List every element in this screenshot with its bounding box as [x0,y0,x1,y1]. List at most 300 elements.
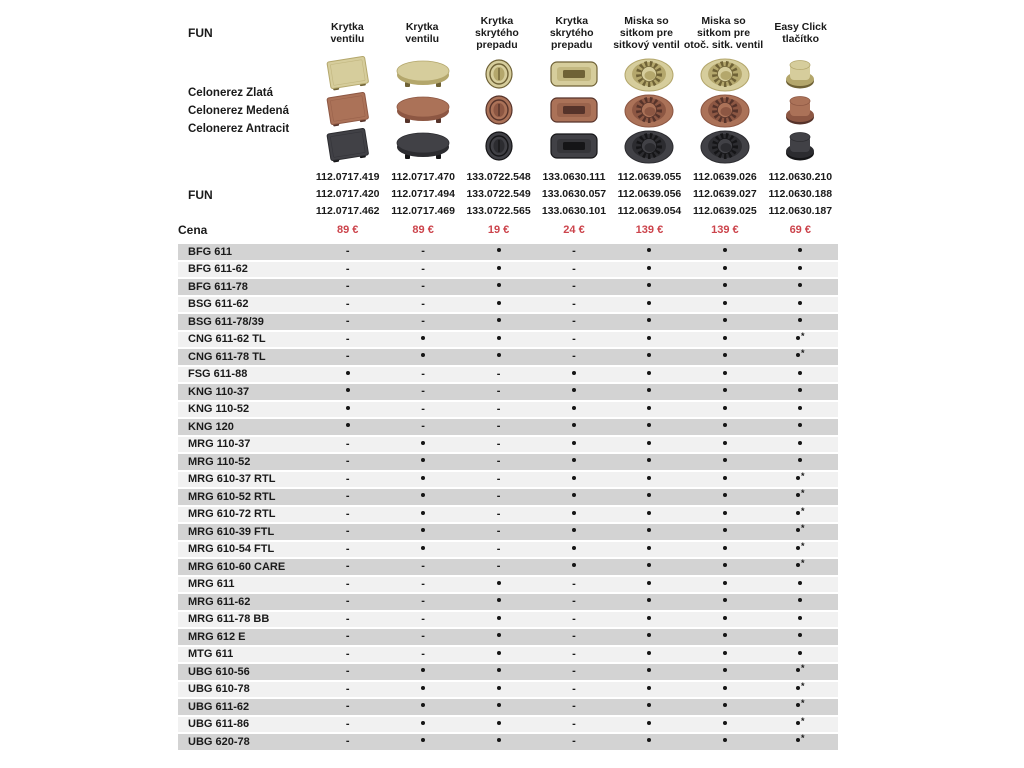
fun-codes-label: FUN [188,187,213,202]
compatibility-cell [461,664,536,679]
dot-marker [497,318,501,322]
dot-marker [723,546,727,550]
compatibility-cell [461,647,536,662]
dot-marker [723,738,727,742]
dot-marker [346,423,350,427]
compatibility-cell [612,454,687,469]
dot-marker [647,511,651,515]
compatibility-cell [612,682,687,697]
article-code: 133.0630.101 [541,205,607,217]
compatibility-cell [461,577,536,592]
dot-marker [421,738,425,742]
asterisk-marker: * [801,680,805,691]
dot-marker [497,633,501,637]
asterisk-marker: * [801,470,805,481]
compatibility-cell: - [345,595,350,608]
dot-marker [421,441,425,445]
dot-marker [798,423,802,427]
compatibility-cell: - [345,437,350,450]
compatibility-cell [385,472,460,487]
table-row [178,314,838,330]
dot-marker [497,336,501,340]
compatibility-cell [461,297,536,312]
dot-marker [723,528,727,532]
article-code: 133.0722.565 [466,205,531,217]
dot-marker [497,616,501,620]
compatibility-cell [687,332,762,347]
compatibility-cell [687,629,762,644]
compatibility-cell: - [421,647,425,660]
compatibility-cell [763,262,838,277]
dot-marker [647,406,651,410]
product-image-round-overflow-cover-3 [461,128,536,164]
compatibility-cell [763,332,838,347]
compatibility-cell [687,734,762,749]
compatibility-cell [385,734,460,749]
compatibility-cell [763,699,838,714]
compatibility-cell: - [421,367,425,380]
compatibility-cell: - [345,350,350,363]
compatibility-cell [763,524,838,539]
asterisk-marker: * [801,715,805,726]
product-image-square-cover-2 [310,92,385,128]
compatibility-cell [687,664,762,679]
column-header-2: Krytka ventilu [405,21,440,45]
compatibility-cell: - [496,542,501,555]
compatibility-cell: - [572,332,576,345]
compatibility-cell: - [345,665,350,678]
compatibility-cell [687,577,762,592]
dot-marker [798,441,802,445]
model-label: MRG 610-54 FTL [188,543,275,556]
dot-marker [798,581,802,585]
product-image-square-cover-1 [310,56,385,92]
compatibility-cell [763,402,838,417]
table-row [178,489,838,505]
table-row [178,349,838,365]
table-row [178,419,838,435]
model-label: MRG 110-52 [188,455,251,468]
table-row [178,244,838,260]
compatibility-cell [385,507,460,522]
article-code: 133.0722.548 [466,171,531,183]
compatibility-cell: - [345,525,350,538]
dot-marker [796,528,800,532]
dot-marker [421,721,425,725]
compatibility-cell [763,384,838,399]
dot-marker [647,528,651,532]
compatibility-cell [687,349,762,364]
dot-marker [421,353,425,357]
article-code: 133.0630.057 [541,188,607,200]
dot-marker [647,686,651,690]
article-code: 112.0639.054 [617,205,682,217]
compatibility-cell [385,524,460,539]
compatibility-cell [310,402,385,417]
dot-marker [647,371,651,375]
compatibility-cell [687,384,762,399]
article-codes-column-2 [385,169,460,220]
model-label: BSG 611-62 [188,298,249,311]
dot-marker [798,371,802,375]
compatibility-cell [687,717,762,732]
compatibility-cell: - [496,437,501,450]
compatibility-cell [687,297,762,312]
compatibility-cell [385,717,460,732]
table-row [178,454,838,470]
compatibility-cell [687,559,762,574]
dot-marker [572,563,576,567]
dot-marker [723,388,727,392]
compatibility-cell [385,489,460,504]
compatibility-cell [612,332,687,347]
compatibility-cell [536,542,611,557]
dot-marker [346,371,350,375]
dot-marker [796,668,800,672]
article-code: 112.0630.188 [768,188,833,200]
compatibility-cell [310,419,385,434]
compatibility-cell: - [572,682,576,695]
compatibility-cell [310,384,385,399]
dot-marker [647,738,651,742]
compatibility-cell: - [496,507,501,520]
compatibility-cell [687,542,762,557]
dot-marker [647,318,651,322]
compatibility-cell: - [345,560,350,573]
asterisk-marker: * [801,663,805,674]
compatibility-cell [461,314,536,329]
compatibility-cell: - [572,280,576,293]
finish-label-2: Celonerez Medená [188,105,289,117]
compatibility-cell [536,507,611,522]
compatibility-cell [536,559,611,574]
compatibility-cell [687,647,762,662]
compatibility-cell [461,594,536,609]
compatibility-cell: - [345,735,350,748]
compatibility-cell: - [572,612,576,625]
compatibility-cell [763,594,838,609]
compatibility-cell [612,594,687,609]
model-label: MRG 612 E [188,630,246,643]
column-header-6: Miska so sitkom pre otoč. sitk. ventil [683,15,764,51]
dot-marker [723,371,727,375]
compatibility-cell: - [345,700,350,713]
compatibility-cell [536,489,611,504]
compatibility-cell [536,419,611,434]
compatibility-cell [385,664,460,679]
compatibility-cell: - [572,595,576,608]
column-header-3: Krytka skrytého prepadu [475,15,519,51]
compatibility-cell [461,717,536,732]
compatibility-cell [612,314,687,329]
compatibility-cell [687,314,762,329]
table-row [178,437,838,453]
table-row [178,472,838,488]
dot-marker [421,336,425,340]
dot-marker [647,703,651,707]
dot-marker [647,493,651,497]
compatibility-cell: - [572,735,576,748]
product-image-round-overflow-cover-1 [461,56,536,92]
compatibility-cell: - [496,472,501,485]
compatibility-cell: - [345,507,350,520]
compatibility-cell [612,507,687,522]
table-row [178,332,838,348]
compatibility-cell [612,524,687,539]
product-image-rect-overflow-cover-3 [536,128,611,164]
compatibility-cell: - [345,682,350,695]
dot-marker [796,686,800,690]
dot-marker [421,668,425,672]
dot-marker [647,651,651,655]
model-label: UBG 611-62 [188,700,250,713]
table-row [178,279,838,295]
compatibility-cell [461,629,536,644]
dot-marker [798,598,802,602]
dot-marker [798,248,802,252]
compatibility-cell [385,332,460,347]
compatibility-cell: - [421,420,425,433]
dot-marker [647,423,651,427]
article-code: 112.0630.210 [768,171,833,183]
model-label: MTG 611 [188,648,234,661]
compatibility-cell [687,279,762,294]
price-column-1: 89 € [337,224,359,236]
dot-marker [647,546,651,550]
asterisk-marker: * [801,733,805,744]
compatibility-cell [612,629,687,644]
compatibility-cell: - [421,595,425,608]
dot-marker [647,563,651,567]
compatibility-cell [536,402,611,417]
model-label: UBG 610-78 [188,683,250,696]
dot-marker [572,511,576,515]
compatibility-cell [763,489,838,504]
product-image-oval-cover-1 [385,56,460,92]
compatibility-cell [612,244,687,259]
article-codes-column-1 [310,169,385,220]
model-label: UBG 610-56 [188,665,250,678]
table-row [178,577,838,593]
model-label: MRG 611 [188,578,235,591]
compatibility-cell: - [421,560,425,573]
dot-marker [421,476,425,480]
compatibility-cell [687,699,762,714]
dot-marker [798,458,802,462]
compatibility-cell: - [345,630,350,643]
product-image-round-overflow-cover-2 [461,92,536,128]
product-image-strainer-bowl-1 [612,56,687,92]
dot-marker [723,476,727,480]
compatibility-cell [612,612,687,627]
model-label: BFG 611-62 [188,263,248,276]
compatibility-cell: - [572,297,576,310]
dot-marker [497,283,501,287]
compatibility-cell: - [572,262,576,275]
price-column-4: 24 € [563,224,585,236]
product-image-oval-cover-2 [385,92,460,128]
product-image-click-knob-2 [763,92,838,128]
compatibility-cell [687,402,762,417]
compatibility-cell [687,594,762,609]
model-label: CNG 611-62 TL [188,333,266,346]
model-label: KNG 120 [188,420,234,433]
dot-marker [647,476,651,480]
compatibility-cell [461,682,536,697]
compatibility-cell: - [345,245,350,258]
dot-marker [723,563,727,567]
compatibility-cell: - [345,455,350,468]
dot-marker [647,266,651,270]
compatibility-cell [763,419,838,434]
compatibility-cell [461,699,536,714]
dot-marker [647,388,651,392]
dot-marker [647,353,651,357]
dot-marker [723,668,727,672]
compatibility-cell [763,664,838,679]
compatibility-cell: - [345,262,350,275]
compatibility-cell [763,717,838,732]
asterisk-marker: * [801,505,805,516]
compatibility-cell [612,489,687,504]
dot-marker [723,616,727,620]
compatibility-cell: - [572,700,576,713]
compatibility-cell [763,542,838,557]
table-row [178,367,838,383]
compatibility-cell: - [345,280,350,293]
table-row [178,647,838,663]
dot-marker [798,266,802,270]
article-code: 112.0717.462 [315,205,380,217]
table-row [178,542,838,558]
dot-marker [647,598,651,602]
column-header-1: Krytka ventilu [330,21,365,45]
price-column-7: 69 € [789,224,811,236]
dot-marker [723,406,727,410]
compatibility-cell [763,349,838,364]
dot-marker [723,301,727,305]
article-code: 112.0639.026 [693,171,757,183]
compatibility-cell [763,297,838,312]
dot-marker [497,598,501,602]
compatibility-cell [763,244,838,259]
model-label: BSG 611-78/39 [188,315,264,328]
compatibility-cell [687,437,762,452]
model-label: MRG 110-37 [188,438,251,451]
compatibility-cell: - [572,577,576,590]
dot-marker [647,301,651,305]
compatibility-cell [461,244,536,259]
compatibility-cell: - [496,420,501,433]
compatibility-cell [687,507,762,522]
dot-marker [723,248,727,252]
dot-marker [796,353,800,357]
compatibility-cell: - [572,315,576,328]
dot-marker [572,546,576,550]
compatibility-cell [763,612,838,627]
dot-marker [572,406,576,410]
compatibility-cell [461,279,536,294]
compatibility-cell: - [572,665,576,678]
compatibility-cell [687,612,762,627]
dot-marker [421,686,425,690]
article-code: 133.0630.111 [542,171,606,183]
asterisk-marker: * [801,330,805,341]
asterisk-marker: * [801,348,805,359]
compatibility-cell [612,664,687,679]
dot-marker [723,318,727,322]
compatibility-cell [687,472,762,487]
dot-marker [421,493,425,497]
compatibility-cell [612,647,687,662]
price-column-2: 89 € [412,224,434,236]
compatibility-cell: - [421,297,425,310]
compatibility-cell [385,454,460,469]
article-code: 112.0717.470 [391,171,455,183]
compatibility-cell [612,279,687,294]
dot-marker [572,371,576,375]
article-codes-column-4 [536,169,611,220]
compatibility-cell: - [345,297,350,310]
compatibility-cell: - [345,490,350,503]
column-header-row [178,10,838,56]
product-image-strainer-bowl-2 [687,92,762,128]
model-label: MRG 610-39 FTL [188,525,275,538]
dot-marker [723,336,727,340]
dot-marker [798,301,802,305]
compatibility-cell [536,524,611,539]
model-label: MRG 610-72 RTL [188,508,276,521]
dot-marker [647,336,651,340]
dot-marker [796,546,800,550]
article-code: 112.0630.187 [768,205,833,217]
dot-marker [421,546,425,550]
model-label: CNG 611-78 TL [188,350,266,363]
column-header-4: Krytka skrytého prepadu [549,15,594,51]
dot-marker [796,336,800,340]
dot-marker [572,441,576,445]
asterisk-marker: * [801,523,805,534]
compatibility-matrix [178,244,838,750]
dot-marker [572,423,576,427]
product-image-strainer-bowl-3 [687,128,762,164]
dot-marker [723,511,727,515]
dot-marker [346,406,350,410]
compatibility-cell [461,612,536,627]
dot-marker [497,266,501,270]
compatibility-cell [763,472,838,487]
dot-marker [796,563,800,567]
article-code: 133.0722.549 [466,188,531,200]
table-row [178,717,838,733]
model-label: MRG 610-37 RTL [188,473,276,486]
model-label: UBG 620-78 [188,735,250,748]
compatibility-cell [763,454,838,469]
compatibility-cell [763,314,838,329]
dot-marker [798,616,802,620]
compatibility-cell: - [421,385,425,398]
table-row [178,594,838,610]
dot-marker [723,703,727,707]
article-codes-column-7 [763,169,838,220]
compatibility-cell [612,472,687,487]
model-label: FSG 611-88 [188,368,248,381]
product-image-strainer-bowl-2 [612,92,687,128]
model-label: KNG 110-52 [188,403,250,416]
compatibility-cell [461,262,536,277]
dot-marker [723,633,727,637]
product-image-click-knob-3 [763,128,838,164]
